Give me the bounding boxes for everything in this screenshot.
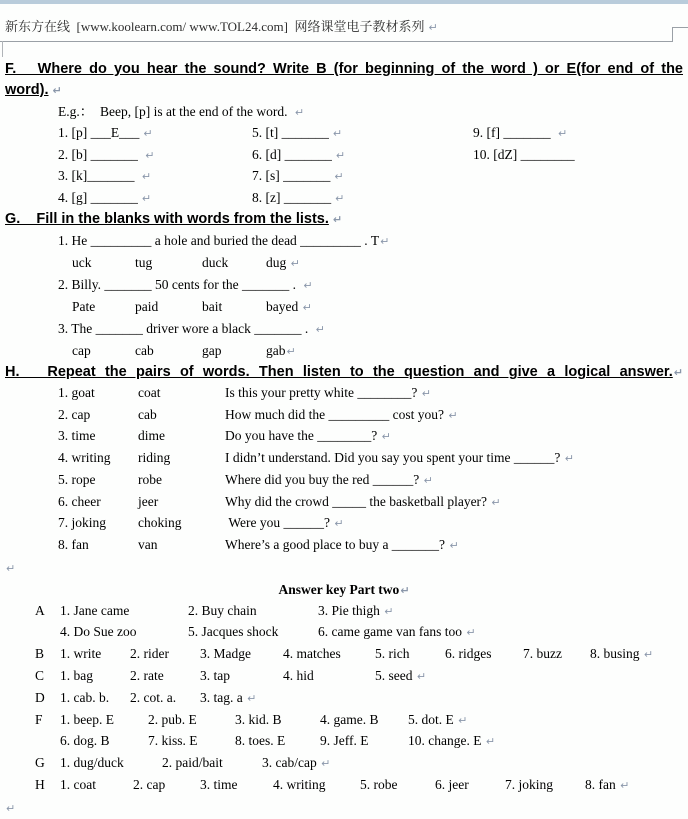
answer-row-a [35, 601, 683, 645]
answer-item: 4. Do Sue zoo [60, 624, 137, 640]
answer-row-f [35, 710, 683, 754]
row-letter: G [35, 755, 45, 771]
paragraph-mark-icon: ↵ [449, 538, 459, 552]
g-item-1-sentence: 1. He _________ a hole and buried the dead _________ . T↵ [58, 233, 390, 248]
paragraph-mark-icon: ↵ [335, 148, 346, 162]
row-lines [60, 753, 683, 775]
pair-word-2: choking [138, 515, 182, 531]
paragraph-mark-icon: ↵ [335, 191, 345, 205]
answer-line [60, 601, 683, 623]
answer-item: 9. Jeff. E [320, 733, 369, 749]
answer-item: 4. hid [283, 668, 314, 684]
answer-item: 8. fan ↵ [585, 777, 630, 792]
paragraph-mark-icon: ↵ [141, 191, 152, 205]
h-row-3 [58, 426, 683, 448]
section-f-example: E.g.： Beep, [p] is at the end of the word. ↵ [58, 104, 305, 119]
paragraph-mark-icon: ↵ [6, 561, 16, 575]
paragraph-mark-icon: ↵ [643, 648, 654, 662]
paragraph-mark-icon: ↵ [145, 148, 155, 162]
answer-item: 5. robe [360, 777, 398, 792]
answer-item: 6. jeer [435, 777, 469, 792]
h-row-7 [58, 513, 683, 535]
f-item-1: 1. [p] ___E___ ↵ [58, 125, 153, 140]
question: Where’s a good place to buy a _______? ↵ [225, 536, 459, 552]
row-letter: C [35, 668, 45, 684]
answer-line [60, 775, 683, 797]
question: I didn’t understand. Did you say you spent your time ______? ↵ [225, 450, 574, 466]
answer-item: 8. toes. E [235, 733, 286, 749]
h-row-5 [58, 470, 683, 492]
answer-item: 1. write [60, 646, 102, 662]
row-lines [60, 688, 683, 710]
answer-item: 4. matches [283, 646, 341, 662]
question: Where did you buy the red ______? ↵ [225, 471, 433, 487]
paragraph-mark-icon: ↵ [52, 84, 62, 97]
header-text: 新东方在线 [www.koolearn.com/ www.TOL24.com] 网络课堂电子教材系列 [5, 19, 425, 34]
row-lines [60, 666, 683, 688]
answer-item: 7. buzz [523, 646, 562, 662]
f-item-9: 9. [f] _______ ↵ [473, 125, 568, 140]
paragraph-mark-icon: ↵ [400, 583, 410, 597]
answer-item: 5. Jacques shock [188, 624, 279, 640]
answer-item: 1. dug/duck [60, 755, 124, 771]
answer-item: 4. writing [273, 777, 326, 792]
paragraph-mark-icon: ↵ [247, 691, 257, 705]
g-item-1-words [72, 252, 683, 274]
question: Why did the crowd _____ the basketball player? ↵ [225, 493, 501, 509]
answer-item: 3. Pie thigh ↵ [318, 602, 394, 618]
empty-paragraph [5, 557, 683, 579]
word-option: bayed ↵ [266, 299, 312, 314]
header-rule [0, 41, 672, 42]
word-option: cap [72, 343, 91, 358]
h-row-8 [58, 535, 683, 557]
answer-item: 5. rich [375, 646, 410, 662]
row-letter: H [35, 777, 45, 792]
f-item-4: 4. [g] _______ ↵ [58, 189, 152, 205]
paragraph-mark-icon: ↵ [321, 757, 331, 771]
answer-item: 1. beep. E [60, 711, 114, 727]
answer-item: 2. rate [130, 668, 164, 684]
paragraph-mark-icon: ↵ [564, 452, 574, 466]
answer-item: 6. ridges [445, 646, 492, 662]
paragraph-mark-icon: ↵ [6, 801, 16, 815]
paragraph-mark-icon: ↵ [448, 408, 458, 422]
row-lines [60, 775, 683, 797]
paragraph-mark-icon: ↵ [143, 127, 153, 140]
page-header [0, 4, 688, 36]
answer-line [60, 710, 683, 732]
pair-word-1: 8. fan [58, 536, 89, 552]
answer-item: 10. change. E ↵ [408, 733, 496, 749]
paragraph-mark-icon: ↵ [315, 323, 325, 336]
paragraph-mark-icon: ↵ [334, 170, 344, 183]
answer-line [60, 622, 683, 644]
f-item-3: 3. [k]_______ ↵ [58, 168, 152, 183]
answer-key-title: Answer key Part two↵ [278, 581, 410, 597]
pair-word-1: 3. time [58, 428, 96, 444]
word-option: paid [135, 299, 159, 314]
pair-word-1: 1. goat [58, 385, 95, 400]
answer-row-c [35, 666, 683, 688]
section-f-items [58, 123, 683, 209]
pair-word-2: jeer [138, 493, 159, 509]
paragraph-mark-icon: ↵ [302, 301, 312, 314]
answer-line [60, 753, 683, 775]
paragraph-mark-icon: ↵ [673, 366, 683, 379]
paragraph-mark-icon: ↵ [286, 345, 296, 358]
answer-row-g [35, 753, 683, 775]
h-row-4 [58, 448, 683, 470]
row-letter: D [35, 689, 45, 705]
f-item-6: 6. [d] _______ ↵ [252, 146, 346, 162]
paragraph-mark-icon: ↵ [334, 517, 344, 531]
answer-item: 7. joking [505, 777, 554, 792]
answer-item: 5. dot. E ↵ [408, 711, 468, 727]
answer-item: 6. came game van fans too ↵ [318, 624, 476, 640]
g-item-3-sentence: 3. The _______ driver wore a black _______ . ↵ [58, 321, 325, 336]
word-option: tug [135, 255, 153, 270]
answer-line [60, 688, 683, 710]
pair-word-2: robe [138, 471, 162, 487]
row-letter: F [35, 711, 43, 727]
pair-word-2: dime [138, 428, 165, 444]
section-f-column-2 [252, 123, 473, 209]
word-option: uck [72, 255, 92, 270]
h-row-1 [58, 383, 683, 405]
answer-row-d [35, 688, 683, 710]
paragraph-mark-icon: ↵ [466, 626, 476, 640]
pair-word-1: 2. cap [58, 406, 91, 422]
section-h-heading: H. Repeat the pairs of words. Then listen to the question and give a logical answer.↵ [5, 364, 683, 380]
f-item-10: 10. [dZ] ________ [473, 146, 575, 162]
document-body [0, 59, 688, 819]
pair-word-1: 4. writing [58, 450, 111, 466]
section-f-heading-line2: word). ↵ [5, 82, 62, 98]
answer-item: 1. cab. b. [60, 689, 110, 705]
pair-word-2: riding [138, 450, 171, 466]
answer-item: 7. kiss. E [148, 733, 198, 749]
answer-item: 3. kid. B [235, 711, 282, 727]
answer-row-h [35, 775, 683, 797]
paragraph-mark-icon: ↵ [416, 670, 427, 684]
paragraph-mark-icon: ↵ [491, 495, 501, 509]
row-lines [60, 644, 683, 666]
question: Were you ______? ↵ [225, 515, 344, 531]
paragraph-mark-icon: ↵ [332, 127, 343, 140]
pair-word-2: coat [138, 385, 161, 400]
row-letter: B [35, 646, 45, 662]
answer-item: 1. coat [60, 777, 96, 792]
answer-item: 8. busing ↵ [590, 646, 654, 662]
answer-item: 3. cab/cap ↵ [262, 755, 331, 771]
paragraph-mark-icon: ↵ [303, 279, 313, 292]
question: Do you have the ________? ↵ [225, 428, 391, 444]
answer-item: 3. tap [200, 668, 230, 684]
paragraph-mark-icon: ↵ [428, 21, 438, 34]
header-rule-right-step [672, 27, 688, 28]
paragraph-mark-icon: ↵ [141, 170, 152, 183]
paragraph-mark-icon: ↵ [558, 127, 568, 140]
g-item-2-words [72, 296, 683, 318]
paragraph-mark-icon: ↵ [332, 213, 343, 226]
paragraph-mark-icon: ↵ [294, 106, 305, 119]
answer-item: 2. paid/bait [162, 755, 223, 771]
g-item-3-words [72, 340, 683, 362]
paragraph-mark-icon: ↵ [381, 430, 391, 444]
word-option: dug ↵ [266, 255, 300, 270]
paragraph-mark-icon: ↵ [620, 779, 630, 792]
answer-item: 1. Jane came [60, 602, 130, 618]
word-option: bait [202, 299, 223, 314]
paragraph-mark-icon: ↵ [485, 735, 496, 749]
pair-word-1: 5. rope [58, 471, 96, 487]
row-lines [60, 710, 683, 754]
pair-word-2: cab [138, 406, 157, 422]
word-option: Pate [72, 299, 96, 314]
section-f-column-1 [58, 123, 252, 209]
header-rule-right-corner [672, 27, 673, 42]
answer-item: 6. dog. B [60, 733, 110, 749]
empty-paragraph [5, 797, 683, 819]
text-boundary-tick [2, 41, 3, 57]
f-item-5: 5. [t] _______ ↵ [252, 125, 343, 140]
answer-item: 2. rider [130, 646, 169, 662]
row-letter: A [35, 602, 45, 618]
h-row-2 [58, 405, 683, 427]
answer-item: 2. Buy chain [188, 602, 257, 618]
paragraph-mark-icon: ↵ [421, 387, 431, 400]
paragraph-mark-icon: ↵ [384, 604, 394, 618]
word-option: gap [202, 343, 222, 358]
answer-item: 3. Madge [200, 646, 251, 662]
section-g-heading: G. Fill in the blanks with words from the lists. ↵ [5, 211, 343, 227]
f-item-2: 2. [b] _______ ↵ [58, 146, 155, 162]
answer-item: 4. game. B [320, 711, 379, 727]
pair-word-1: 6. cheer [58, 493, 101, 509]
g-item-2-sentence: 2. Billy. _______ 50 cents for the _______ . ↵ [58, 277, 313, 292]
paragraph-mark-icon: ↵ [380, 235, 390, 248]
paragraph-mark-icon: ↵ [423, 473, 433, 487]
word-option: gab↵ [266, 343, 296, 358]
answer-line [60, 731, 683, 753]
f-item-8: 8. [z] _______ ↵ [252, 189, 345, 205]
answer-item: 2. pub. E [148, 711, 197, 727]
paragraph-mark-icon: ↵ [458, 713, 468, 727]
f-item-7: 7. [s] _______ ↵ [252, 168, 344, 183]
pair-word-1: 7. joking [58, 515, 107, 531]
row-lines [60, 601, 683, 645]
answer-item: 2. cap [133, 777, 166, 792]
answer-item: 3. time [200, 777, 238, 792]
question: Is this your pretty white ________? ↵ [225, 385, 431, 400]
section-f-column-3 [473, 123, 683, 209]
section-f-heading-line1: F. Where do you hear the sound? Write B (for beginning of the word ) or E(for end of the [5, 61, 683, 77]
answer-item: 5. seed ↵ [375, 668, 427, 684]
question: How much did the _________ cost you? ↵ [225, 406, 458, 422]
answer-item: 3. tag. a ↵ [200, 689, 257, 705]
word-option: duck [202, 255, 229, 270]
answer-row-b [35, 644, 683, 666]
answer-line [60, 666, 683, 688]
answer-item: 2. cot. a. [130, 689, 177, 705]
word-option: cab [135, 343, 154, 358]
h-row-6 [58, 492, 683, 514]
answer-item: 1. bag [60, 668, 93, 684]
pair-word-2: van [138, 536, 158, 552]
paragraph-mark-icon: ↵ [290, 257, 300, 270]
answer-line [60, 644, 683, 666]
